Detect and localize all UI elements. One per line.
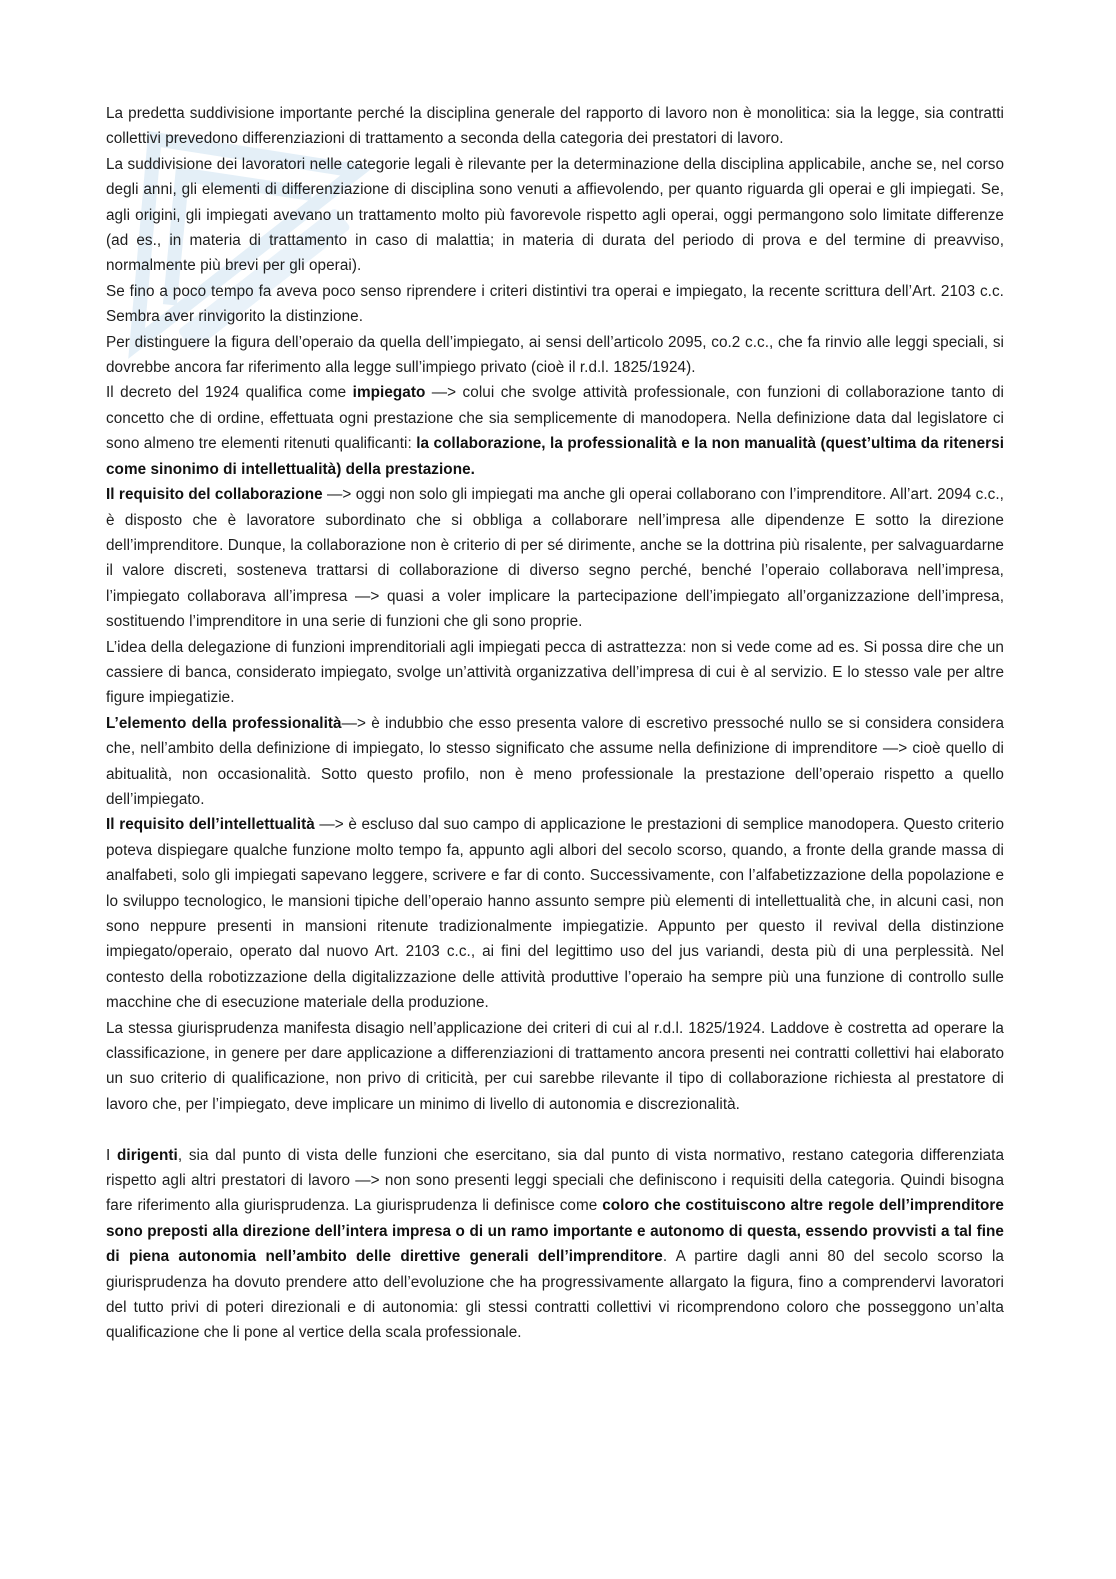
paragraph <box>106 152 1004 279</box>
paragraph <box>106 482 1004 634</box>
text-run: —> è indubbio che esso presenta valore di escretivo pressoché nullo se si considera considera che, nell’ambito della definizione di impiegato, lo stesso significato che assume nella definizione di imprenditore —> cioè quello di abitualità, non occasionalità. Sotto questo profilo, non è meno professionale la prestazione dell’operaio rispetto a quello dell’impiegato. <box>106 714 1005 808</box>
paragraph <box>106 1143 1004 1346</box>
text-run: —> oggi non solo gli impiegati ma anche gli operai collaborano con l’imprenditore. All’art. 2094 c.c., è disposto che è lavoratore subordinato che si obbliga a collaborare nell’impresa alle dipendenze E sotto la direzione dell’imprenditore. Dunque, la collaborazione non è criterio di per sé dirimente, anche se la dottrina più risalente, per salvaguardarne il valore discreti, sosteneva trattarsi di collaborazione di diverso segno perché, benché l’operaio collaborava nell’impresa, l’impiegato collaborava all’impresa —> quasi a voler implicare la partecipazione dell’impiegato all’organizzazione dell’impresa, sostituendo l’imprenditore in una serie di funzioni che gli sono proprie. <box>106 486 1004 631</box>
text-run: . A partire dagli anni 80 del secolo scorso la giurisprudenza ha dovuto prendere atto dell’evoluzione che ha progressivamente allargato la figura, fino a comprendervi lavoratori del tutto privi di poteri direzionali e di autonomia: gli stessi contratti collettivi vi ricomprendono coloro che posseggono un’alta qualificazione che li pone al vertice della scala professionale. <box>106 1248 1004 1342</box>
bold-text: la collaborazione, la professionalità e la non manualità (quest’ultima da ritenersi come sinonimo di intellettualità) della prestazione. <box>106 435 1004 478</box>
bold-text: L’elemento della professionalità <box>106 714 342 732</box>
text-run: La predetta suddivisione importante perché la disciplina generale del rapporto di lavoro non è monolitica: sia la legge, sia contratti collettivi prevedono differenziazioni di trattamento a seconda della categoria dei prestatori di lavoro. <box>106 105 1004 148</box>
text-run: Se fino a poco tempo fa aveva poco senso riprendere i criteri distintivi tra operai e impiegato, la recente scrittura dell’Art. 2103 c.c. Sembra aver rinvigorito la distinzione. <box>106 282 1004 326</box>
text-run: —> colui che svolge attività professionale, con funzioni di collaborazione tanto di concetto che di ordine, effettuata ogni prestazione che sia semplicemente di manodopera. Nella definizione data dal legislatore ci sono almeno tre elementi ritenuti qualificanti: <box>106 384 1004 453</box>
paragraph <box>106 711 1004 813</box>
bold-text: coloro che costituiscono altre regole dell’imprenditore sono preposti alla direzione dell’intera impresa o di un ramo importante e autonomo di questa, essendo provvisti a tal fine di piena autonomia nell’ambito delle direttive generali dell’imprenditore <box>106 1197 1004 1266</box>
text-run: I <box>106 1146 118 1164</box>
document-body <box>106 101 1004 1346</box>
text-run: Il decreto del 1924 qualifica come <box>106 384 353 402</box>
paragraph <box>106 330 1004 381</box>
text-run: , sia dal punto di vista delle funzioni che esercitano, sia dal punto di vista normativo, restano categoria differenziata rispetto agli altri prestatori di lavoro —> non sono presenti leggi speciali che definiscono i requisiti della categoria. Quindi bisogna fare riferimento alla giurisprudenza. La giurisprudenza li definisce come <box>106 1146 1004 1215</box>
text-run: Per distinguere la figura dell’operaio da quella dell’impiegato, ai sensi dell’articolo 2095, co.2 c.c., che fa rinvio alle leggi speciali, si dovrebbe ancora far riferimento alla legge sull’impiego privato (cioè il r.d.l. 1825/1924). <box>106 333 1004 377</box>
paragraph <box>106 1016 1004 1118</box>
text-run: L’idea della delegazione di funzioni imprenditoriali agli impiegati pecca di astrattezza: non si vede come ad es. Si possa dire che un cassiere di banca, considerato impiegato, svolge un’attività organizzativa dell’impresa di cui è al servizio. E lo stesso vale per altre figure impiegatizie. <box>106 638 1004 707</box>
paragraph <box>106 279 1004 330</box>
text-run: La suddivisione dei lavoratori nelle categorie legali è rilevante per la determinazione della disciplina applicabile, anche se, nel corso degli anni, gli elementi di differenziazione di disciplina sono venuti a affievolendo, per quanto riguarda gli operai e gli impiegati. Se, agli origini, gli impiegati avevano un trattamento molto più favorevole rispetto agli operai, oggi permangono solo limitate differenze (ad es., in materia di trattamento in caso di malattia; in materia di durata del periodo di prova e del termine di preavviso, normalmente più brevi per gli operai). <box>106 155 1004 275</box>
text-run: La stessa giurisprudenza manifesta disagio nell’applicazione dei criteri di cui al r.d.l. 1825/1924. Laddove è costretta ad operare la classificazione, in genere per dare applicazione a differenziazioni di trattamento ancora presenti nei contratti collettivi hai elaborato un suo criterio di qualificazione, non privo di criticità, per cui sarebbe rilevante il tipo di collaborazione richiesta al prestatore di lavoro che, per l’impiegato, deve implicare un minimo di livello di autonomia e discrezionalità. <box>106 1019 1004 1113</box>
paragraph <box>106 101 1004 152</box>
bold-text: dirigenti <box>117 1146 178 1164</box>
paragraph <box>106 380 1004 482</box>
bold-text: Il requisito del collaborazione <box>106 486 323 504</box>
paragraph <box>106 812 1004 1015</box>
bold-text: Il requisito dell’intellettualità <box>106 816 315 834</box>
text-run: —> è escluso dal suo campo di applicazione le prestazioni di semplice manodopera. Questo criterio poteva dispiegare qualche funzione molto tempo fa, appunto agli albori del secolo scorso, quando, a fronte della grande massa di analfabeti, solo gli impiegati sapevano leggere, scrivere e far di conto. Successivamente, con l’alfabetizzazione della popolazione e lo sviluppo tecnologico, le mansioni tipiche dell’operaio hanno assunto sempre più elementi di intellettualità che, in alcuni casi, non sono neppure presenti in mansioni ritenute tradizionalmente impiegatizie. Appunto per questo il revival della distinzione impiegato/operaio, operato dal nuovo Art. 2103 c.c., ai fini del legittimo uso del jus variandi, desta più di una perplessità. Nel contesto della robotizzazione della digitalizzazione delle attività produttive l’operaio ha sempre più una funzione di controllo sulle macchine che di esecuzione materiale della produzione. <box>106 816 1005 1012</box>
bold-text: impiegato <box>352 384 426 402</box>
paragraph <box>106 635 1004 711</box>
